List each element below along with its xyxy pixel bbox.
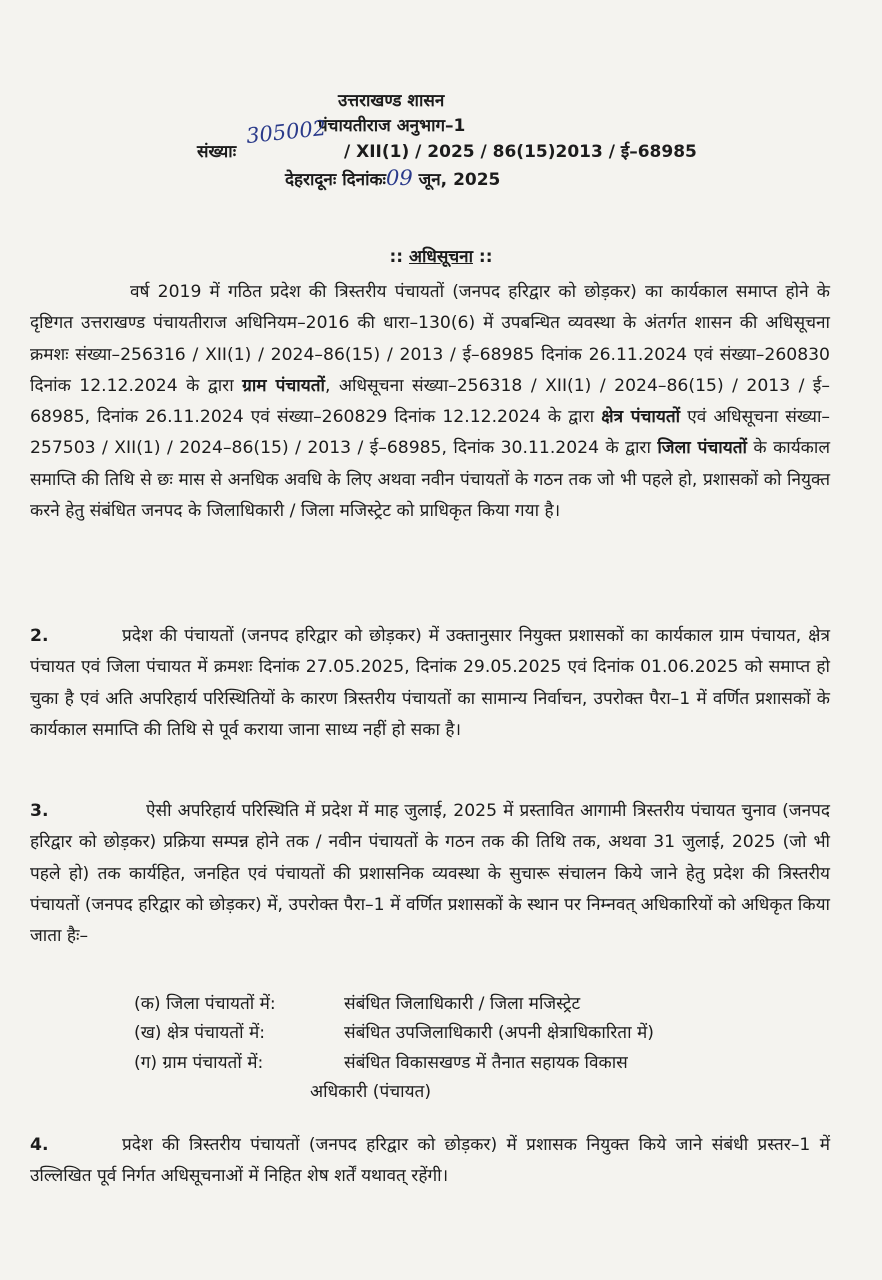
number-label: संख्याः bbox=[197, 142, 237, 162]
section-heading: पंचायतीराज अनुभाग–1 bbox=[318, 116, 466, 136]
government-heading: उत्तराखण्ड शासन bbox=[338, 91, 445, 111]
letter-number bbox=[197, 139, 697, 162]
notice-title: :: अधिसूचना :: bbox=[389, 247, 493, 267]
paragraph-1: वर्ष 2019 में गठित प्रदेश की त्रिस्तरीय पंचायतों (जनपद हरिद्वार को छोड़कर) का कार्यकाल समाप्त होने के दृष्टिगत उत्तराखण्ड पंचायतीराज अधिनियम–2016 की धारा–130(6) में उपबन्धित व्यवस्था के अंतर्गत शासन की अधिसूचना क्रमशः संख्या–256316 / XII(1) / 2024–86(15) / 2013 / ई–68985 दिनांक 26.11.2024 एवं संख्या–260830 दिनांक 12.12.2024 के द्वारा ग्राम पंचायतों, अधिसूचना संख्या–256318 / XII(1) / 2024–86(15) / 2013 / ई–68985, दिनांक 26.11.2024 एवं संख्या–260829 दिनांक 12.12.2024 के द्वारा क्षेत्र पंचायतों एवं अधिसूचना संख्या–257503 / XII(1) / 2024–86(15) / 2013 / ई–68985, दिनांक 30.11.2024 के द्वारा जिला पंचायतों के कार्यकाल समाप्ति की तिथि से छः मास से अनधिक अवधि के लिए अथवा नवीन पंचायतों के गठन तक जो भी पहले हो, प्रशासकों को नियुक्त करने हेतु संबंधित जनपद के जिलाधिकारी / जिला मजिस्ट्रेट को प्राधिकृत किया गया है। bbox=[30, 282, 830, 522]
paragraph-2: 2. प्रदेश की पंचायतों (जनपद हरिद्वार को छोड़कर) में उक्तानुसार नियुक्त प्रशासकों का कार्यकाल ग्राम पंचायत, क्षेत्र पंचायत एवं जिला पंचायत में क्रमशः दिनांक 27.05.2025, दिनांक 29.05.2025 एवं दिनांक 01.06.2025 को समाप्त हो चुका है एवं अति अपरिहार्य परिस्थितियों के कारण त्रिस्तरीय पंचायतों का सामान्य निर्वाचन, उपरोक्त पैरा–1 में वर्णित प्रशासकों के कार्यकाल समाप्ति की तिथि से पूर्व कराया जाना साध्य नहीं हो सका है। bbox=[30, 621, 830, 746]
authority-item-gram-continuation: अधिकारी (पंचायत) bbox=[310, 1082, 432, 1102]
paragraph-number: 2. bbox=[30, 626, 49, 646]
place-date: देहरादूनः दिनांकः09 जून, 2025 bbox=[285, 166, 501, 190]
authority-item-kshetra: (ख) क्षेत्र पंचायतों में: संबंधित उपजिलाधिकारी (अपनी क्षेत्राधिकारिता में) bbox=[134, 1023, 654, 1043]
handwritten-number: 305002 bbox=[244, 115, 328, 149]
paragraph-number: 3. bbox=[30, 801, 49, 821]
authority-item-gram: (ग) ग्राम पंचायतों में: संबंधित विकासखण्ड में तैनात सहायक विकास bbox=[134, 1053, 628, 1073]
paragraph-4: 4. प्रदेश की त्रिस्तरीय पंचायतों (जनपद हरिद्वार को छोड़कर) में प्रशासक नियुक्त किये जाने संबंधी प्रस्तर–1 में उल्लिखित पूर्व निर्गत अधिसूचनाओं में निहित शेष शर्तें यथावत् रहेंगी। bbox=[30, 1130, 830, 1193]
number-reference: / XII(1) / 2025 / 86(15)2013 / ई–68985 bbox=[343, 142, 697, 162]
paragraph-3: 3. ऐसी अपरिहार्य परिस्थिति में प्रदेश में माह जुलाई, 2025 में प्रस्तावित आगामी त्रिस्तरीय पंचायत चुनाव (जनपद हरिद्वार को छोड़कर) प्रक्रिया सम्पन्न होने तक / नवीन पंचायतों के गठन तक की तिथि तक, अथवा 31 जुलाई, 2025 (जो भी पहले हो) तक कार्यहित, जनहित एवं पंचायतों की प्रशासनिक व्यवस्था के सुचारू संचालन किये जाने हेतु प्रदेश की त्रिस्तरीय पंचायतों (जनपद हरिद्वार को छोड़कर) में, उपरोक्त पैरा–1 में वर्णित प्रशासकों के स्थान पर निम्नवत् अधिकारियों को अधिकृत किया जाता हैः– bbox=[30, 796, 830, 952]
handwritten-date: 09 bbox=[385, 166, 413, 190]
paragraph-number: 4. bbox=[30, 1135, 49, 1155]
authority-item-zila: (क) जिला पंचायतों में: संबंधित जिलाधिकारी / जिला मजिस्ट्रेट bbox=[134, 994, 581, 1014]
